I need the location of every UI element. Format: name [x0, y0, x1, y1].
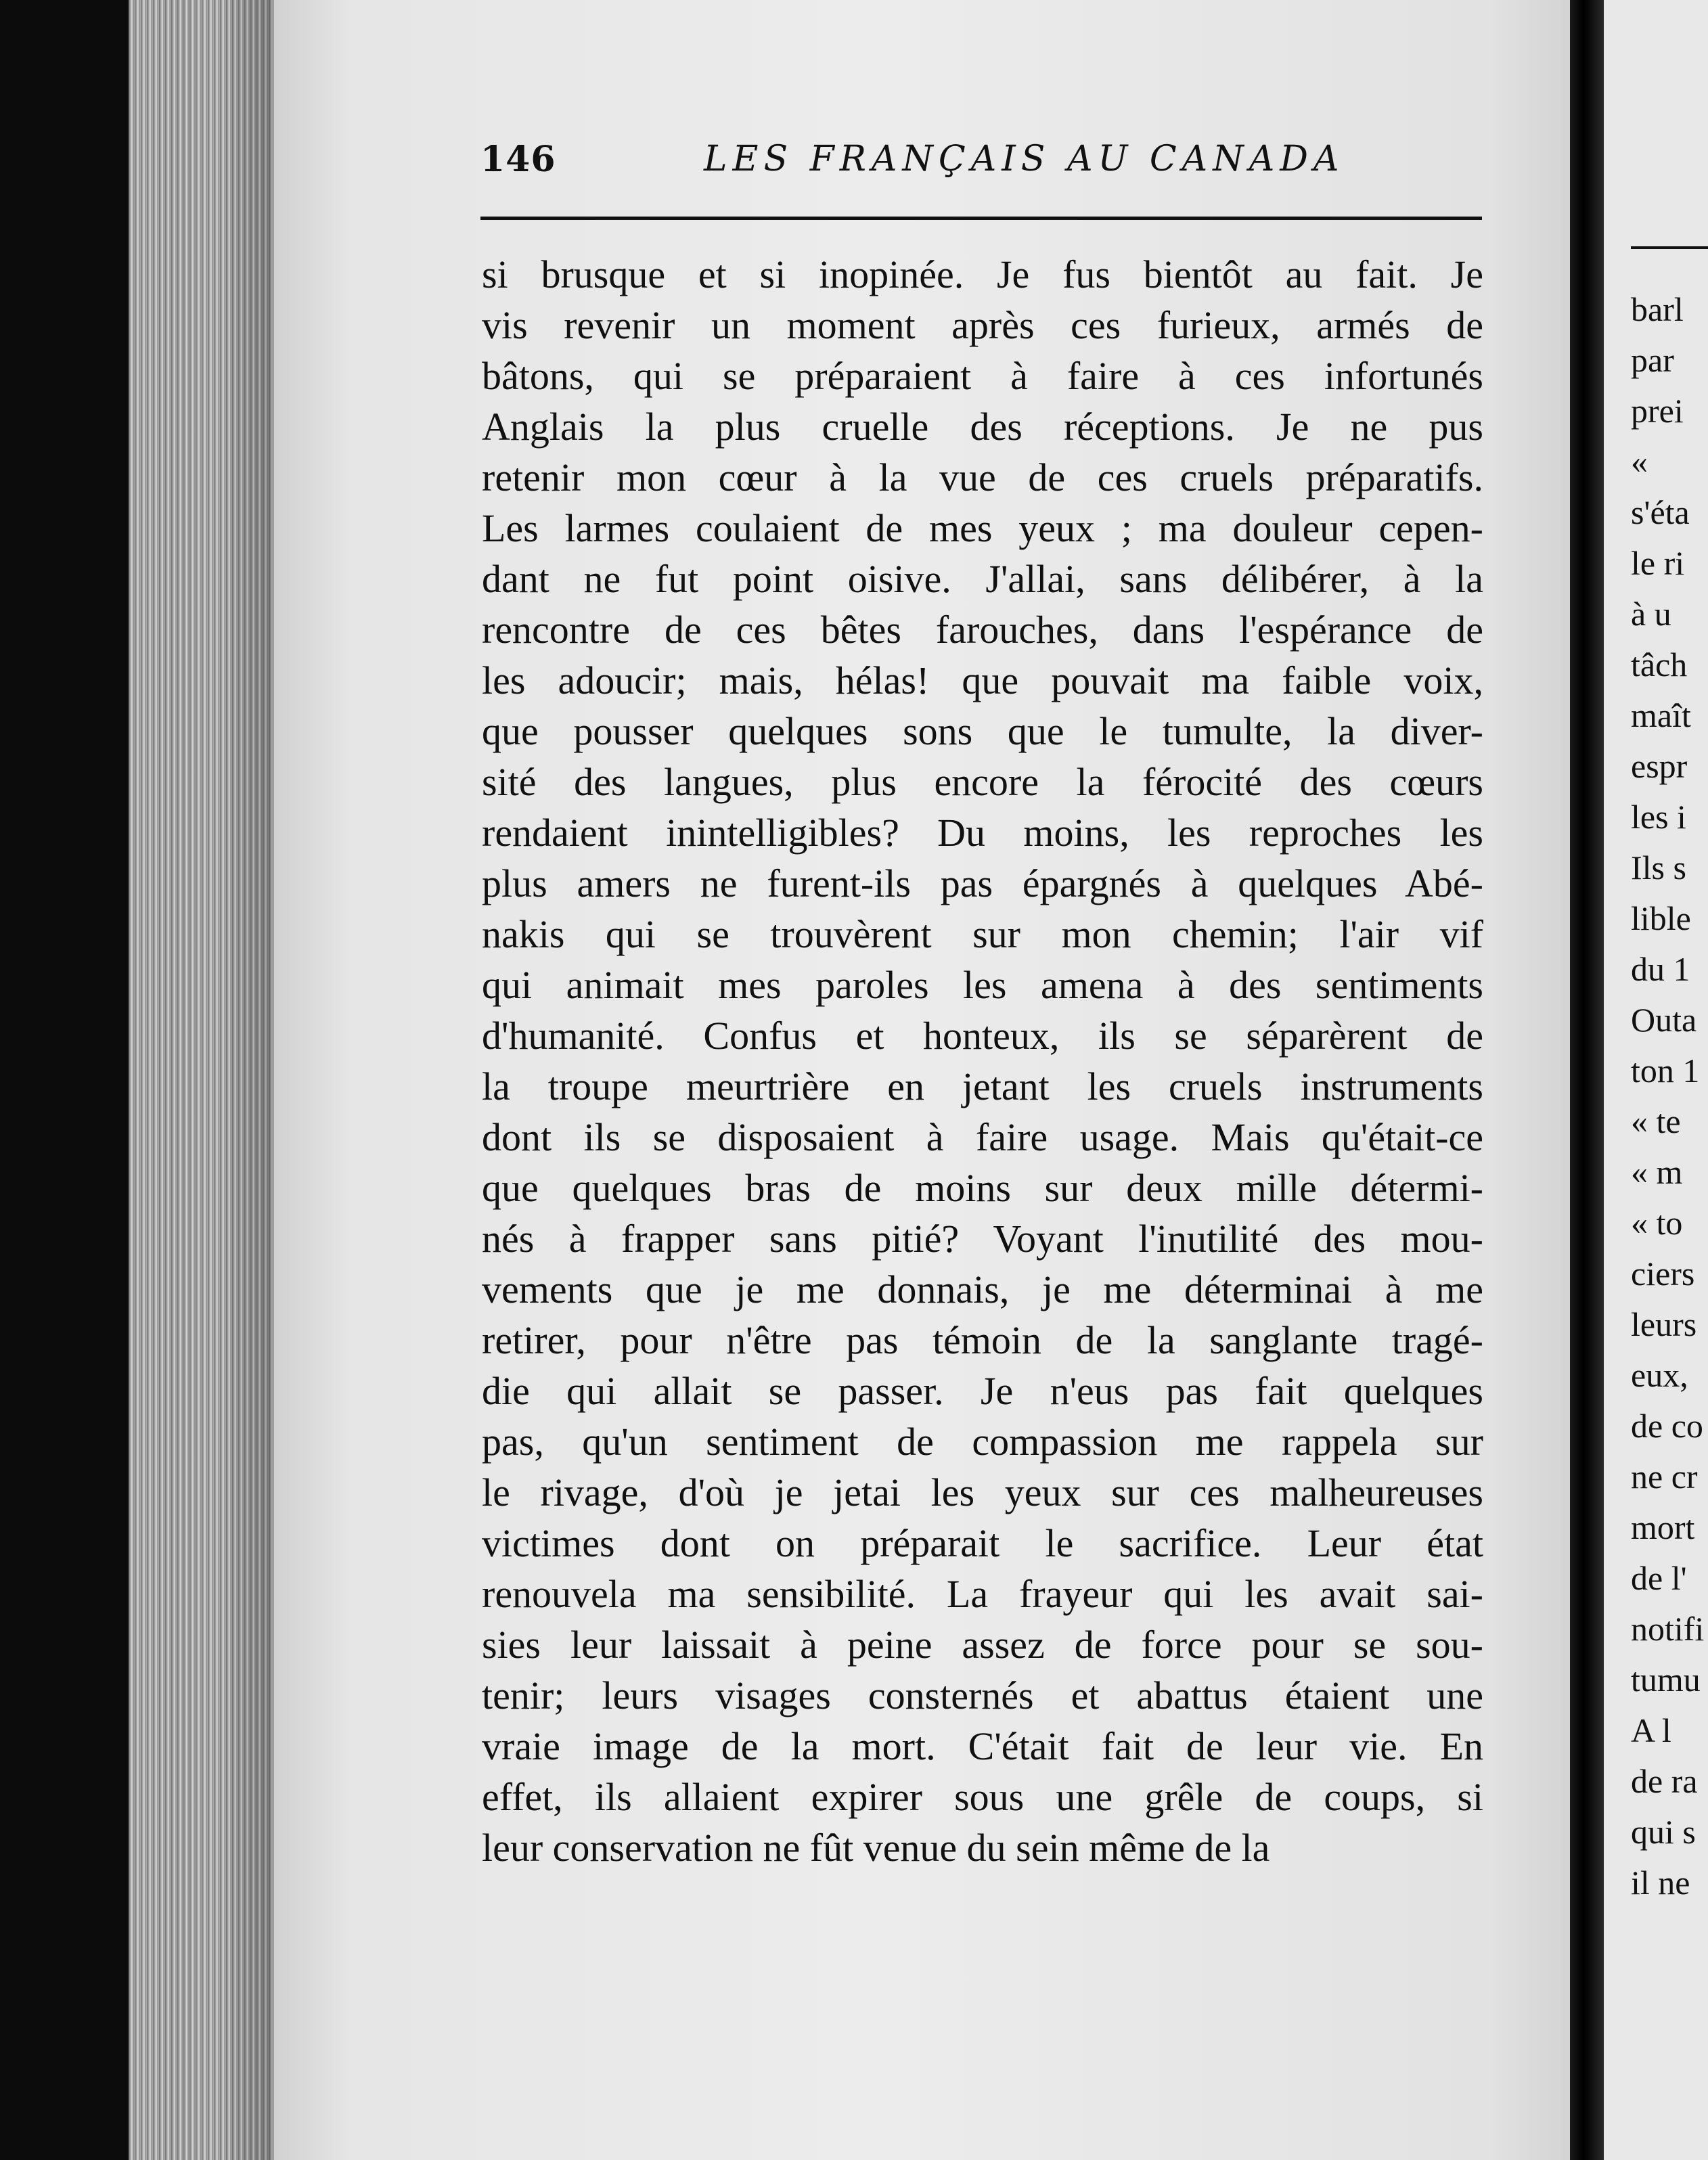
body-text: [482, 249, 1483, 1873]
adjacent-line: Ils s: [1631, 849, 1686, 886]
page-number: 146: [480, 139, 556, 180]
text-line: nakis qui se trouvèrent sur mon chemin; l'air vif: [482, 912, 1483, 956]
adjacent-line: le ri: [1631, 544, 1685, 582]
adjacent-line: «: [1631, 443, 1648, 480]
adjacent-line: leurs: [1631, 1305, 1697, 1343]
page-edges-shadow: [223, 0, 274, 2160]
text-line: les adoucir; mais, hélas! que pouvait ma faible voix,: [482, 658, 1483, 702]
adjacent-line: ciers: [1631, 1255, 1695, 1292]
adjacent-page-rule: [1631, 246, 1708, 249]
adjacent-line: prei: [1631, 392, 1684, 430]
adjacent-line: ne cr: [1631, 1458, 1698, 1495]
text-line: d'humanité. Confus et honteux, ils se séparèrent de: [482, 1014, 1483, 1058]
adjacent-line: tumu: [1631, 1661, 1701, 1698]
text-line: retenir mon cœur à la vue de ces cruels préparatifs.: [482, 455, 1483, 499]
text-line: qui animait mes paroles les amena à des sentiments: [482, 963, 1483, 1007]
adjacent-line: maît: [1631, 696, 1691, 734]
adjacent-line: A l: [1631, 1711, 1671, 1749]
text-line: pas, qu'un sentiment de compassion me rappela sur: [482, 1420, 1483, 1464]
adjacent-line: ton 1: [1631, 1052, 1700, 1089]
text-line: nés à frapper sans pitié? Voyant l'inutilité des mou-: [482, 1217, 1483, 1261]
adjacent-line: eux,: [1631, 1356, 1688, 1394]
text-line: dont ils se disposaient à faire usage. Mais qu'était-ce: [482, 1115, 1483, 1159]
text-line: plus amers ne furent-ils pas épargnés à quelques Abé-: [482, 861, 1483, 905]
text-line: que pousser quelques sons que le tumulte, la diver-: [482, 709, 1483, 753]
running-title: LES FRANÇAIS AU CANADA: [704, 139, 1345, 179]
book-gutter: [1570, 0, 1604, 2160]
text-line: si brusque et si inopinée. Je fus bientôt au fait. Je: [482, 252, 1483, 296]
text-line: vis revenir un moment après ces furieux, armés de: [482, 303, 1483, 347]
text-line: la troupe meurtrière en jetant les cruels instruments: [482, 1064, 1483, 1108]
text-line: sies leur laissait à peine assez de force pour se sou-: [482, 1623, 1483, 1667]
adjacent-line: « m: [1631, 1153, 1683, 1191]
text-line: effet, ils allaient expirer sous une grêle de coups, si: [482, 1775, 1483, 1819]
text-line: renouvela ma sensibilité. La frayeur qui les avait sai-: [482, 1572, 1483, 1616]
text-line: die qui allait se passer. Je n'eus pas fait quelques: [482, 1369, 1483, 1413]
adjacent-line: « te: [1631, 1102, 1681, 1140]
adjacent-line: Outa: [1631, 1001, 1697, 1039]
adjacent-line: qui s: [1631, 1813, 1696, 1851]
text-line: dant ne fut point oisive. J'allai, sans délibérer, à la: [482, 557, 1483, 601]
text-line: rencontre de ces bêtes farouches, dans l'espérance de: [482, 608, 1483, 652]
text-line: le rivage, d'où je jetai les yeux sur ces malheureuses: [482, 1470, 1483, 1514]
text-line: Anglais la plus cruelle des réceptions. Je ne pus: [482, 405, 1483, 449]
adjacent-page-text: [1631, 284, 1708, 1908]
adjacent-line: les i: [1631, 798, 1686, 836]
adjacent-line: mort: [1631, 1508, 1695, 1546]
text-line: vements que je me donnais, je me déterminai à me: [482, 1267, 1483, 1311]
adjacent-line: de co: [1631, 1407, 1703, 1445]
adjacent-line: à u: [1631, 595, 1671, 633]
text-line: leur conservation ne fût venue du sein même de la: [482, 1826, 1270, 1870]
header-rule: [480, 217, 1482, 220]
adjacent-line: s'éta: [1631, 493, 1690, 531]
text-line: sité des langues, plus encore la férocité des cœurs: [482, 760, 1483, 804]
text-line: retirer, pour n'être pas témoin de la sanglante tragé-: [482, 1318, 1483, 1362]
adjacent-line: notifi: [1631, 1610, 1705, 1648]
adjacent-line: de ra: [1631, 1762, 1698, 1800]
text-line: victimes dont on préparait le sacrifice. Leur état: [482, 1521, 1483, 1565]
adjacent-line: par: [1631, 341, 1674, 379]
text-line: bâtons, qui se préparaient à faire à ces infortunés: [482, 354, 1483, 398]
text-line: tenir; leurs visages consternés et abattus étaient une: [482, 1673, 1483, 1717]
adjacent-line: « to: [1631, 1204, 1683, 1242]
text-line: Les larmes coulaient de mes yeux ; ma douleur cepen-: [482, 506, 1483, 550]
adjacent-line: espr: [1631, 747, 1688, 785]
text-line: que quelques bras de moins sur deux mille détermi-: [482, 1166, 1483, 1210]
text-line: rendaient inintelligibles? Du moins, les reproches les: [482, 811, 1483, 855]
adjacent-line: de l': [1631, 1559, 1687, 1597]
adjacent-line: barl: [1631, 290, 1684, 328]
adjacent-page: [1604, 0, 1708, 2160]
text-line: vraie image de la mort. C'était fait de leur vie. En: [482, 1724, 1483, 1768]
adjacent-line: lible: [1631, 899, 1691, 937]
adjacent-line: il ne: [1631, 1864, 1690, 1902]
adjacent-line: tâch: [1631, 646, 1688, 683]
running-header: [480, 139, 1482, 186]
adjacent-line: du 1: [1631, 950, 1690, 988]
